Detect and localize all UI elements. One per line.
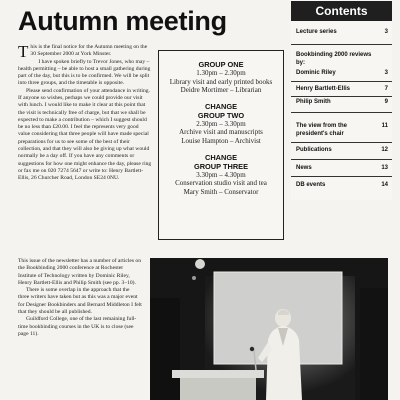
toc-label: Publications (296, 147, 332, 153)
programme-group-3 (159, 153, 283, 197)
programme-box (158, 50, 284, 240)
group-host: Louise Hampton – Archivist (181, 136, 261, 145)
ceiling-light (195, 259, 205, 269)
programme-group-2 (159, 102, 283, 146)
divider (291, 159, 392, 160)
toc-label: Henry Bartlett-Ellis (296, 86, 351, 92)
summary-paragraph-2: There is some overlap in the approach that the three writers have taken but as this was a major event for Designer Bookbinders and Bernard Middleton I felt that they should be all published. (18, 287, 142, 315)
toc-page: 3 (384, 29, 388, 35)
toc-item-bookbinding-reviews (296, 52, 388, 67)
divider (291, 44, 392, 45)
toc-label: DB events (296, 182, 326, 188)
group-title: CHANGE GROUP TWO (197, 101, 245, 120)
divider (291, 81, 392, 82)
group-time: 2.30pm – 3.30pm (196, 119, 246, 128)
lecture-photo-illustration (150, 258, 388, 400)
group-host: Mary Smith – Conservator (183, 187, 259, 196)
group-activity: Library visit and early printed books (169, 77, 273, 86)
group-time: 1.30pm – 2.30pm (196, 69, 246, 77)
group-title: GROUP ONE (198, 60, 244, 69)
intro-paragraph-2: I have spoken briefly to Trevor Jones, who may – health permitting – be able to host a small gathering during part of the day, but this is to be confirmed. We will be split into three groups, and the timetable is opposite. (18, 58, 151, 87)
toc-page: 12 (381, 147, 388, 153)
toc-item-henry-bartlett-ellis[interactable] (296, 86, 388, 94)
toc-item-lecture-series[interactable] (296, 29, 388, 37)
divider (291, 142, 392, 143)
toc-item-philip-smith[interactable] (296, 99, 388, 107)
programme-group-1 (159, 60, 283, 95)
page-title: Autumn meeting (18, 6, 227, 36)
divider (291, 96, 392, 97)
toc-page: 11 (381, 123, 388, 129)
toc-label: Dominic Riley (296, 70, 336, 76)
intro-article (18, 44, 152, 182)
toc-page: 13 (381, 165, 388, 171)
toc-label: Lecture series (296, 29, 337, 35)
toc-label: Bookbinding 2000 reviews by: (296, 52, 372, 66)
summary-paragraph-1: This issue of the newsletter has a number of articles on the Bookbinding 2000 conference at Rochester Institute of Technology written by Dominic Riley, Henry Bartlett-Ellis and Philip Smith (see pp. 3–10). (18, 258, 142, 286)
toc-item-dominic-riley[interactable] (296, 70, 388, 78)
intro-paragraph-3: Please send confirmation of your attendance in writing. If anyone so wishes, perhaps we could provide our visit with lunch. I would like to make it clear at this point that the visit is technically free of charge, but that we shall be expected to make a contribution – which I suggest should be no less than £20.00. I feel the represents very good value considering that three people will have made special preparations for us to see some of the best of their collection, and that they will also be giving up what would normally be a day off. If you have any comments or suggestions for how one might enhance the day, please ring or fax me on 020 7274 5647 or write to: Henry Bartlett-Ellis, 26 Churcher Road, London SE24 0NU. (18, 87, 152, 182)
toc-page: 14 (381, 182, 388, 188)
contents-panel (291, 0, 392, 200)
contents-title: Contents (291, 1, 392, 21)
summary-paragraph-3: Guildford College, one of the last remaining full-time bookbinding courses in the UK is to close (see page 11). (18, 316, 137, 337)
toc-label: News (296, 165, 312, 171)
conference-photo (150, 258, 388, 400)
toc-item-news[interactable] (296, 165, 388, 173)
toc-item-president-view[interactable] (296, 123, 388, 138)
intro-paragraph-1: his is the final notice for the Autumn meeting on the 30 September 2000 at York Minster. (30, 44, 148, 58)
group-time: 3.30pm – 4.30pm (196, 170, 246, 179)
toc-label: The view from the president's chair (296, 123, 348, 137)
divider (291, 112, 392, 113)
group-activity: Archive visit and manuscripts (179, 128, 263, 137)
group-host: Deidre Mortimer – Librarian (180, 86, 262, 95)
toc-item-publications[interactable] (296, 147, 388, 155)
toc-page: 7 (384, 86, 388, 92)
group-title: CHANGE GROUP THREE (193, 152, 249, 171)
issue-summary (18, 258, 142, 338)
toc-page: 9 (384, 99, 388, 105)
drop-cap: T (18, 42, 29, 61)
toc-item-db-events[interactable] (296, 182, 388, 190)
toc-label: Philip Smith (296, 99, 331, 105)
divider (291, 176, 392, 177)
toc-page: 3 (384, 70, 388, 76)
group-activity: Conservation studio visit and tea (175, 179, 267, 188)
